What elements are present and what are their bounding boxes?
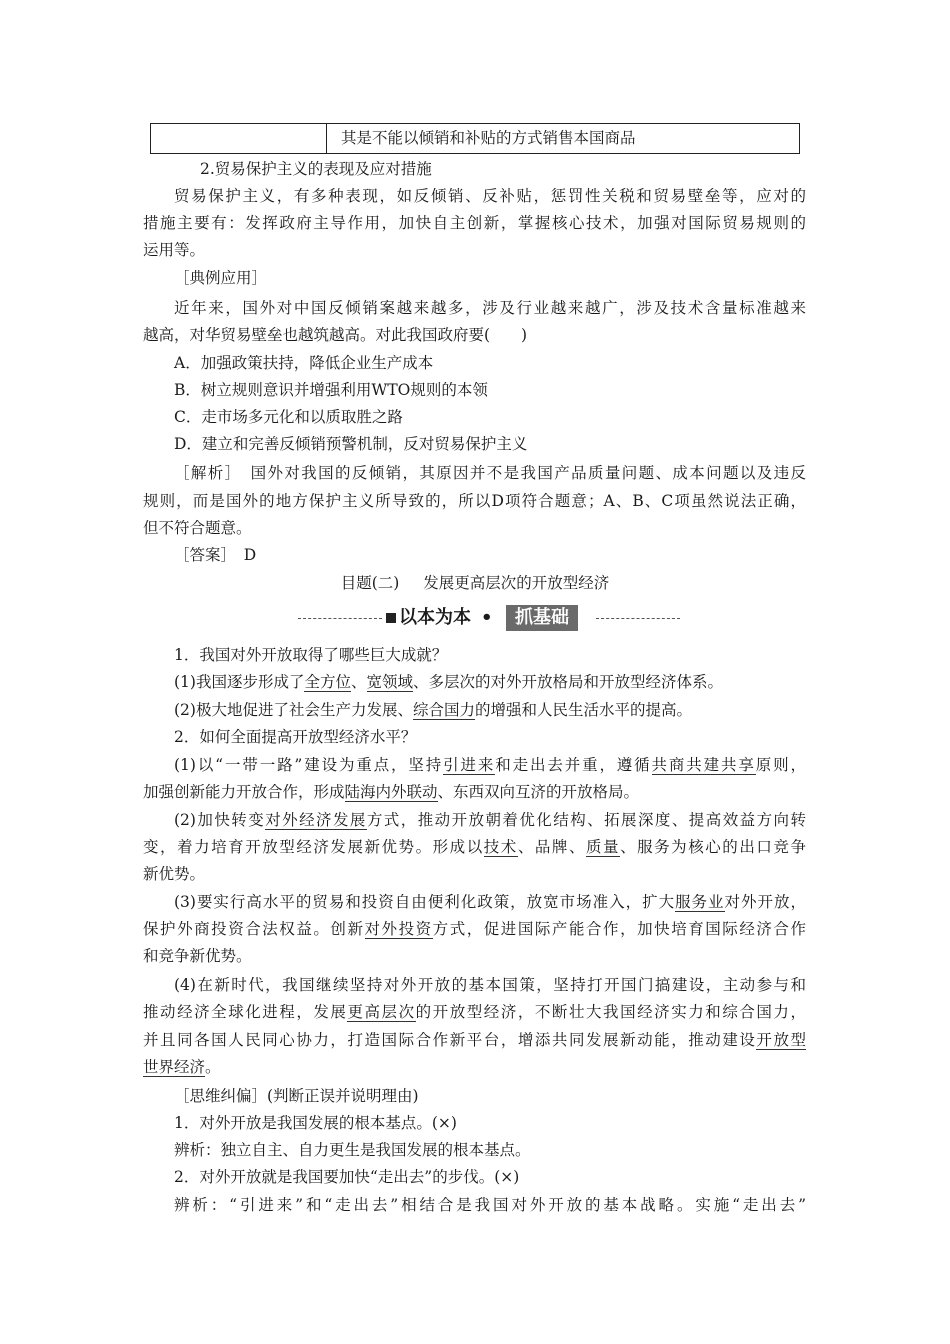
fill-blank: 综合国力 [412,701,475,719]
text: 、多层次的对外开放格局和开放型经济体系。 [413,673,724,691]
banner-square-icon [386,613,396,623]
text: 推动经济全球化进程，发展 [143,1003,348,1021]
answer-line [174,807,806,833]
question-line: 越高，对华贸易壁垒也越筑越高。对此我国政府要( ) [143,326,528,344]
fill-blank: 质量 [585,838,621,856]
text: 方式，促进国际产能合作，加快培育国际经济合作 [432,920,806,938]
answer-line [174,669,723,695]
banner-dashes-left [298,618,382,619]
answer-line [143,779,639,805]
fill-blank: 对外经济发展 [265,811,367,829]
text: 方式，推动开放朝着优化结构、拓展深度、提高效益方向转 [366,811,806,829]
fill-blank: 更高层次 [347,1003,416,1021]
text: 并且同各国人民同心协力，打造国际合作新平台，增添共同发展新动能，推动建设 [143,1031,757,1049]
analysis-line: 但不符合题意。 [143,519,252,537]
text: 、品牌、 [517,838,586,856]
topic-title-number: 目题(二) [340,574,400,592]
text: 变，着力培育开放型经济发展新优势。形成以 [143,838,484,856]
text: 、 [350,673,367,691]
answer-line: ［答案］ D [174,546,257,564]
answer-line [174,697,692,723]
text: 和走出去并重，遵循 [495,756,652,774]
text: 、东西双向互济的开放格局。 [437,783,640,801]
fill-blank: 陆海内外联动 [344,783,438,801]
paragraph-line: 运用等。 [143,241,206,259]
topic-title [0,570,950,596]
example-label: ［典例应用］ [174,269,268,287]
think-label: ［思维纠偏］(判断正误并说明理由) [174,1087,419,1105]
fill-blank: 共商共建共享 [651,756,756,774]
option-c: C．走市场多元化和以质取胜之路 [174,408,403,426]
option-d: D．建立和完善反倾销预警机制，反对贸易保护主义 [174,435,528,453]
text: 加强创新能力开放合作，形成 [143,783,345,801]
text: (2)极大地促进了社会生产力发展、 [174,701,413,719]
question-line: 近年来，国外对中国反倾销案越来越多，涉及行业越来越广，涉及技术含量标准越来 [174,299,806,317]
text: (2)加快转变 [174,811,266,829]
fill-blank: 全方位 [304,673,351,691]
answer-line [143,1054,221,1080]
section-heading: 2.贸易保护主义的表现及应对措施 [200,160,432,178]
paragraph-line: 贸易保护主义，有多种表现，如反倾销、反补贴，惩罚性关税和贸易壁垒等，应对的 [174,187,806,205]
option-b: B．树立规则意识并增强利用WTO规则的本领 [174,381,488,399]
banner-dot: • [481,607,493,628]
analysis-line: ［解析］ 国外对我国的反倾销，其原因并不是我国产品质量问题、成本问题以及违反 [174,464,806,482]
table-column-divider [326,124,327,153]
section-banner [298,604,680,632]
answer-line [143,1027,806,1053]
paragraph-line: 措施主要有：发挥政府主导作用，加快自主创新，掌握核心技术，加强对国际贸易规则的 [143,214,806,232]
fill-blank: 技术 [483,838,518,856]
answer-line [143,834,806,860]
text: 。 [205,1058,221,1076]
answer-line [143,916,806,942]
text: (1)以“一带一路”建设为重点，坚持 [174,756,444,774]
judgement-1: 1．对外开放是我国发展的根本基点。(×) [174,1114,457,1132]
answer-line: 和竞争新优势。 [143,947,252,965]
text: 原则， [755,756,806,774]
text: 对外开放， [724,893,806,911]
answer-line [174,752,806,778]
table-fragment [150,123,800,154]
fill-blank: 开放型 [756,1031,806,1049]
question-1: 1．我国对外开放取得了哪些巨大成就？ [174,646,448,664]
topic-title-text: 发展更高层次的开放型经济 [423,574,610,592]
question-2: 2．如何全面提高开放型经济水平？ [174,728,417,746]
judgement-1-explanation: 辨析：独立自主、自力更生是我国发展的根本基点。 [174,1141,531,1159]
answer-line [143,999,806,1025]
fill-blank: 世界经济 [143,1058,206,1076]
answer-line: (4)在新时代，我国继续坚持对外开放的基本国策，坚持打开国门搞建设，主动参与和 [174,976,806,994]
fill-blank: 对外投资 [364,920,433,938]
answer-line: 新优势。 [143,865,206,883]
text: (3)要实行高水平的贸易和投资自由便利化政策，放宽市场准入，扩大 [174,893,676,911]
fill-blank: 服务业 [675,893,725,911]
banner-highlight: 抓基础 [506,605,578,631]
text: 的开放型经济，不断壮大我国经济实力和综合国力， [415,1003,806,1021]
text: 、服务为核心的出口竞争 [620,838,806,856]
judgement-2-explanation: 辨析：“引进来”和“走出去”相结合是我国对外开放的基本战略。实施“走出去” [174,1196,806,1214]
fill-blank: 宽领域 [366,673,414,691]
fill-blank: 引进来 [443,756,496,774]
table-cell: 其是不能以倾销和补贴的方式销售本国商品 [341,129,636,147]
banner-text: 以本为本 [399,607,471,628]
analysis-line: 规则，而是国外的地方保护主义所导致的，所以D项符合题意；A、B、C项虽然说法正确， [143,492,806,510]
text: (1)我国逐步形成了 [174,673,305,691]
banner-dashes-right [596,618,680,619]
answer-line [174,889,806,915]
judgement-2: 2．对外开放就是我国要加快“走出去”的步伐。(×) [174,1168,520,1186]
option-a: A．加强政策扶持，降低企业生产成本 [174,354,434,372]
text: 保护外商投资合法权益。创新 [143,920,365,938]
text: 的增强和人民生活水平的提高。 [474,701,692,719]
